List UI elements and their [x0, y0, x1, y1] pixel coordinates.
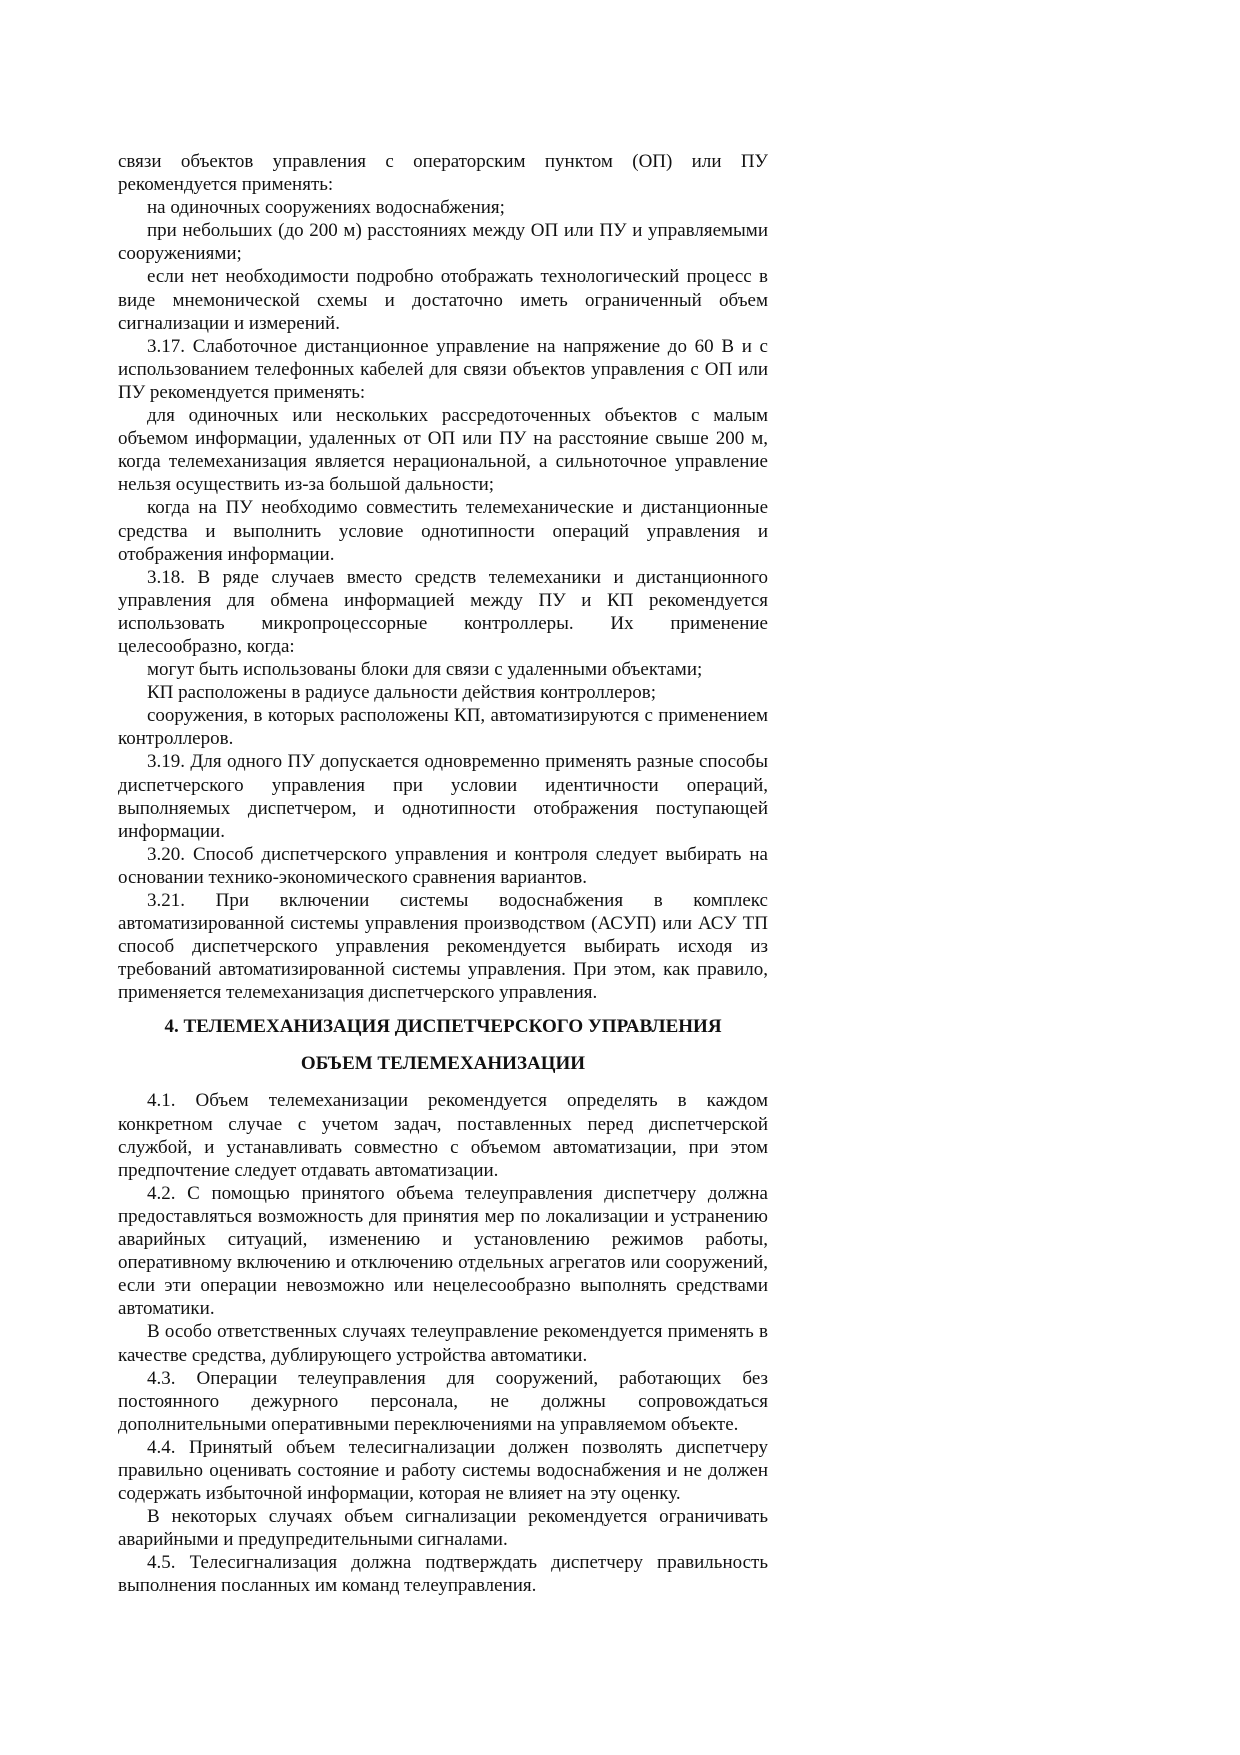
- paragraph: В особо ответственных случаях телеуправление рекомендуется применять в качестве средства, дублирующего устройства автоматики.: [118, 1321, 768, 1366]
- clause-3-18: 3.18. В ряде случаев вместо средств телемеханики и дистанционного управления для обмена информацией между ПУ и КП рекомендуется использовать микропроцессорные контроллеры. Их применение целесообразно, когда:: [118, 566, 768, 657]
- clause-3-19: 3.19. Для одного ПУ допускается одновременно применять разные способы диспетчерского управления при условии идентичности операций, выполняемых диспетчером, и однотипности отображения поступающей информации.: [118, 751, 768, 842]
- clause-3-17: 3.17. Слаботочное дистанционное управление на напряжение до 60 В и с использованием телефонных кабелей для связи объектов управления с ОП или ПУ рекомендуется применять:: [118, 335, 768, 403]
- clause-3-20: 3.20. Способ диспетчерского управления и контроля следует выбирать на основании технико-экономического сравнения вариантов.: [118, 843, 768, 888]
- list-item: могут быть использованы блоки для связи с удаленными объектами;: [147, 659, 703, 681]
- document-page: [118, 150, 768, 1598]
- list-item: на одиночных сооружениях водоснабжения;: [147, 197, 505, 219]
- paragraph: связи объектов управления с операторским пунктом (ОП) или ПУ рекомендуется применять:: [118, 151, 768, 196]
- list-item: если нет необходимости подробно отображать технологический процесс в виде мнемонической схемы и достаточно иметь ограниченный объем сигнализации и измерений.: [118, 266, 768, 334]
- clause-4-5: 4.5. Телесигнализация должна подтверждать диспетчеру правильность выполнения посланных им команд телеуправления.: [118, 1552, 768, 1597]
- clause-3-21: 3.21. При включении системы водоснабжения в комплекс автоматизированной системы управления производством (АСУП) или АСУ ТП способ диспетчерского управления рекомендуется выбирать исходя из требований автоматизированной системы управления. При этом, как правило, применяется телемеханизация диспетчерского управления.: [118, 890, 768, 1004]
- list-item: КП расположены в радиусе дальности действия контроллеров;: [147, 682, 656, 704]
- clause-4-1: 4.1. Объем телемеханизации рекомендуется определять в каждом конкретном случае с учетом задач, поставленных перед диспетчерской службой, и устанавливать совместно с объемом автоматизации, при этом предпочтение следует отдавать автоматизации.: [118, 1090, 768, 1181]
- clause-4-2: 4.2. С помощью принятого объема телеуправления диспетчеру должна предоставляться возможность для принятия мер по локализации и устранению аварийных ситуаций, изменению и установлению режимов работы, оперативному включению и отключению отдельных агрегатов или сооружений, если эти операции невозможно или нецелесообразно выполнять средствами автоматики.: [118, 1182, 768, 1320]
- section-heading: 4. ТЕЛЕМЕХАНИЗАЦИЯ ДИСПЕТЧЕРСКОГО УПРАВЛЕНИЯ: [164, 1016, 722, 1038]
- list-item: при небольших (до 200 м) расстояниях между ОП или ПУ и управляемыми сооружениями;: [118, 220, 768, 265]
- list-item: сооружения, в которых расположены КП, автоматизируются с применением контроллеров.: [118, 705, 768, 750]
- clause-4-4: 4.4. Принятый объем телесигнализации должен позволять диспетчеру правильно оценивать состояние и работу системы водоснабжения и не должен содержать избыточной информации, которая не влияет на эту оценку.: [118, 1436, 768, 1505]
- clause-4-3: 4.3. Операции телеуправления для сооружений, работающих без постоянного дежурного персонала, не должны сопровождаться дополнительными оперативными переключениями на управляемом объекте.: [118, 1367, 768, 1435]
- list-item: когда на ПУ необходимо совместить телемеханические и дистанционные средства и выполнить условие однотипности операций управления и отображения информации.: [118, 497, 768, 565]
- paragraph: В некоторых случаях объем сигнализации рекомендуется ограничивать аварийными и предупредительными сигналами.: [118, 1506, 768, 1551]
- list-item: для одиночных или нескольких рассредоточенных объектов с малым объемом информации, удаленных от ОП или ПУ на расстояние свыше 200 м, когда телемеханизация является нерациональной, а сильноточное управление нельзя осуществить из-за большой дальности;: [118, 405, 768, 496]
- subsection-heading: ОБЪЕМ ТЕЛЕМЕХАНИЗАЦИИ: [300, 1053, 586, 1075]
